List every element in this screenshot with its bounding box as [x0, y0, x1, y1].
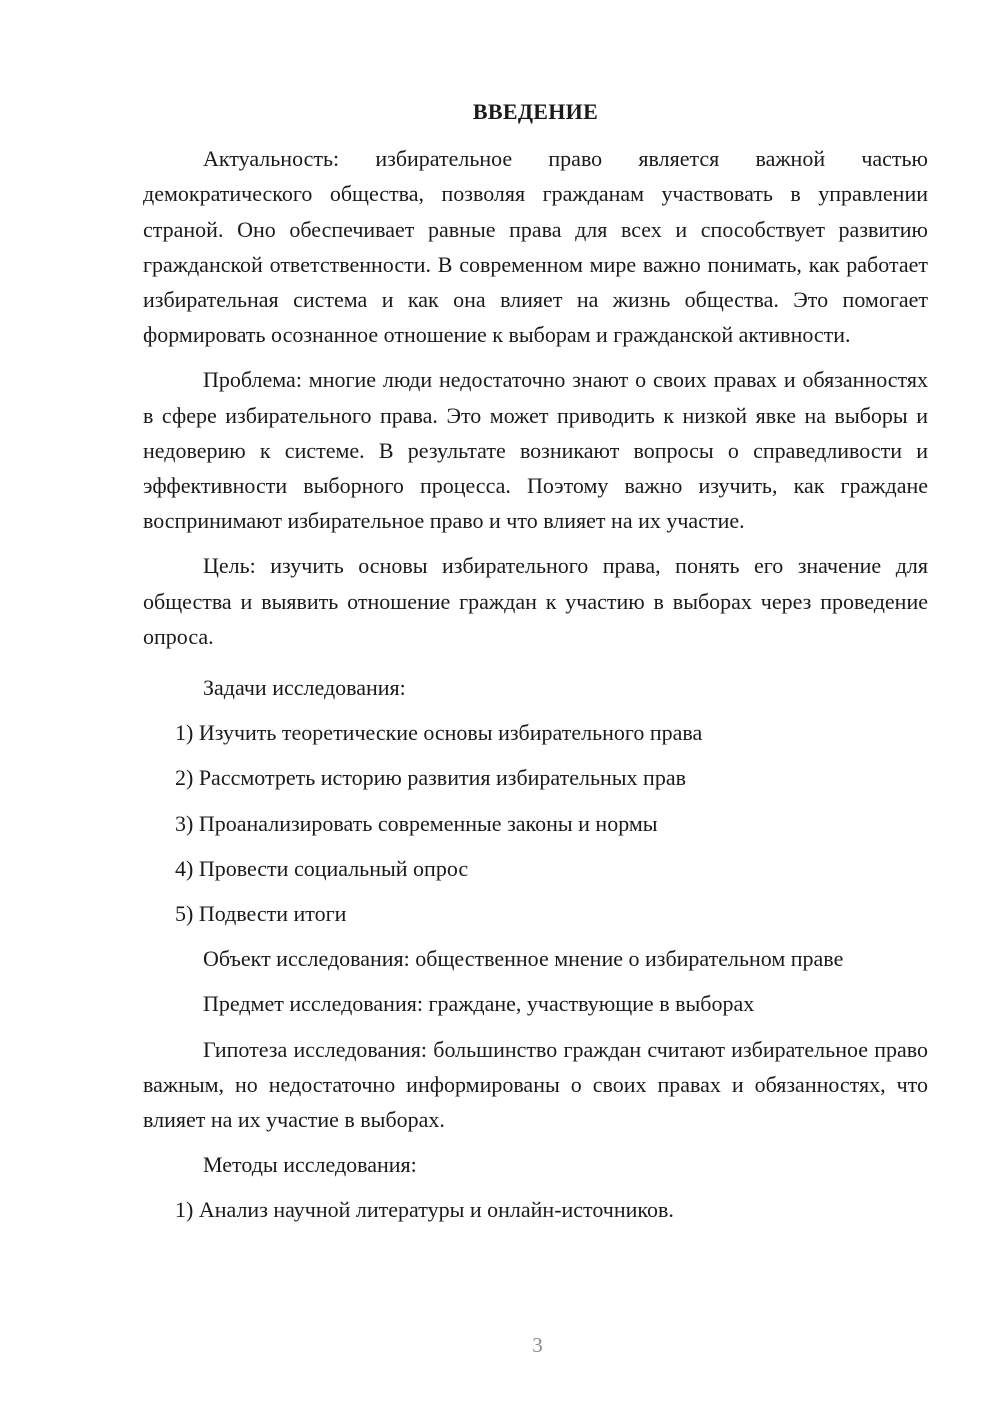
problem-paragraph: Проблема: многие люди недостаточно знают о своих правах и обязанностях в сфере избирательного права. Это может приводить к низкой явке на выборы и недоверию к системе. В результате возникают вопросы о справедливости и эффективности выборного процесса. Поэтому важно изучить, как граждане воспринимают избирательное право и что влияет на их участие.	[143, 367, 928, 534]
goal-paragraph: Цель: изучить основы избирательного права, понять его значение для общества и выявить отношение граждан к участию в выборах через проведение опроса.	[143, 553, 928, 649]
page-number: 3	[532, 1333, 543, 1357]
list-item: 4) Провести социальный опрос	[175, 855, 469, 881]
object-line: Объект исследования: общественное мнение о избирательном праве	[203, 946, 844, 972]
list-item: 2) Рассмотреть историю развития избирательных прав	[175, 765, 686, 791]
methods-list	[143, 1192, 928, 1227]
list-item: 3) Проанализировать современные законы и нормы	[175, 810, 658, 836]
hypothesis-paragraph: Гипотеза исследования: большинство граждан считают избирательное право важным, но недостаточно информированы о своих правах и обязанностях, что влияет на их участие в выборах.	[143, 1036, 928, 1133]
relevance-paragraph: Актуальность: избирательное право является важной частью демократического общества, позволяя гражданам участвовать в управлении страной. Оно обеспечивает равные права для всех и способствует развитию гражданской ответственности. В современном мире важно понимать, как работает избирательная система и как она влияет на жизнь общества. Это помогает формировать осознанное отношение к выборам и гражданской активности.	[143, 146, 928, 348]
section-title: ВВЕДЕНИЕ	[472, 99, 599, 124]
subject-line: Предмет исследования: граждане, участвующие в выборах	[203, 991, 755, 1017]
tasks-heading: Задачи исследования:	[203, 675, 406, 701]
methods-heading: Методы исследования:	[203, 1152, 417, 1178]
list-item: 1) Изучить теоретические основы избирательного права	[175, 720, 703, 746]
tasks-list	[143, 715, 928, 931]
list-item: 5) Подвести итоги	[175, 901, 347, 927]
list-item: 1) Анализ научной литературы и онлайн-источников.	[175, 1197, 674, 1223]
document-page	[143, 94, 928, 1238]
